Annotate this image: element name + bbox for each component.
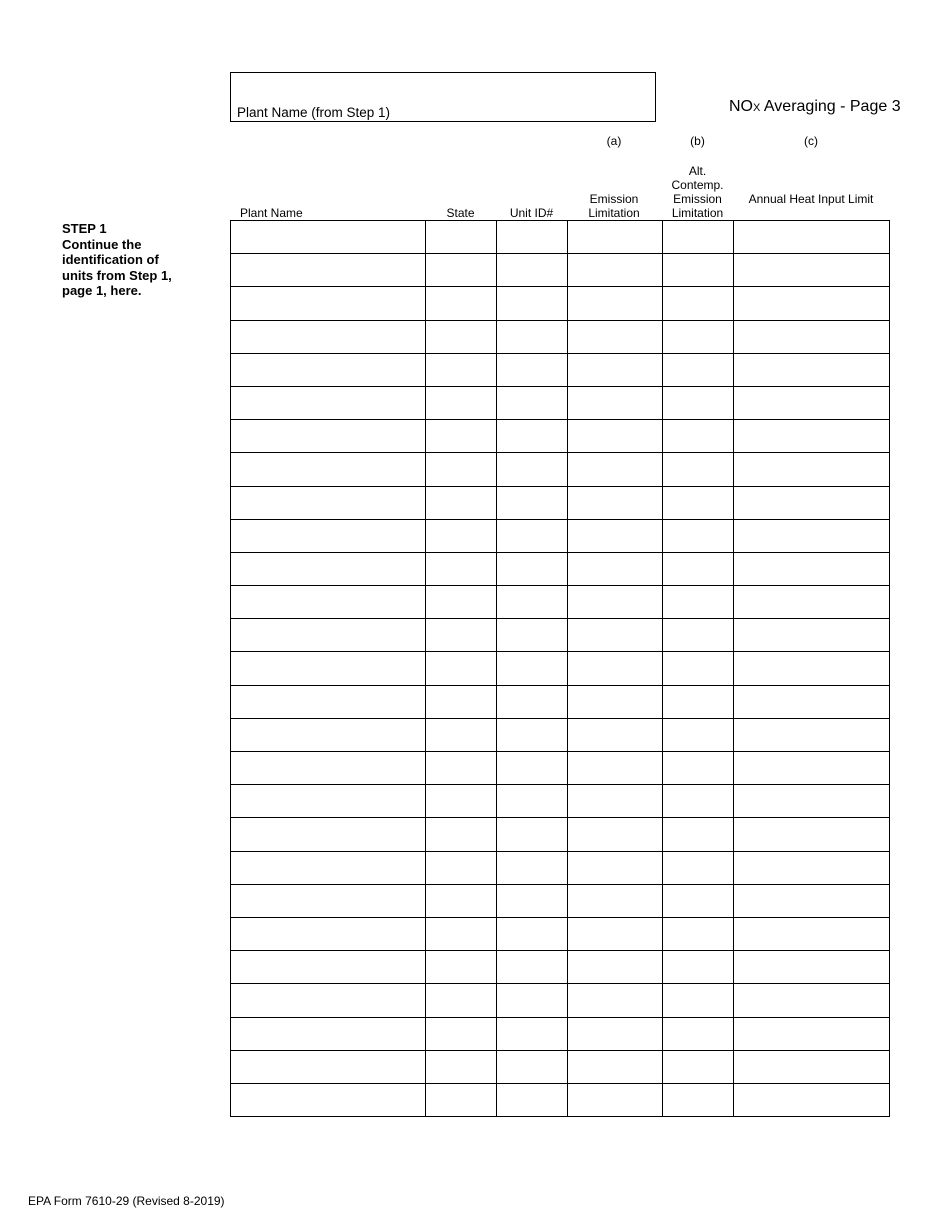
column-letter-c: (c) (804, 134, 818, 148)
emission-limitation-cell[interactable] (568, 453, 663, 486)
emission-limitation-cell[interactable] (568, 917, 663, 950)
emission-limitation-cell[interactable] (568, 353, 663, 386)
annual-heat-input-limit-cell[interactable] (734, 254, 890, 287)
unit-id-cell[interactable] (497, 353, 568, 386)
step-1-instructions: STEP 1 Continue the identification of units from Step 1, page 1, here. (62, 221, 202, 299)
state-cell[interactable] (426, 685, 497, 718)
unit-id-cell[interactable] (497, 386, 568, 419)
annual-heat-input-limit-cell[interactable] (734, 586, 890, 619)
state-cell[interactable] (426, 221, 497, 254)
annual-heat-input-limit-cell[interactable] (734, 685, 890, 718)
alt-contemp-emission-limitation-cell[interactable] (663, 685, 734, 718)
state-cell[interactable] (426, 917, 497, 950)
plant-name-cell[interactable] (231, 851, 426, 884)
table-row (231, 453, 890, 486)
table-row (231, 586, 890, 619)
annual-heat-input-limit-cell[interactable] (734, 951, 890, 984)
state-cell[interactable] (426, 1017, 497, 1050)
unit-id-cell[interactable] (497, 984, 568, 1017)
alt-contemp-emission-limitation-cell[interactable] (663, 619, 734, 652)
column-letter-a: (a) (606, 134, 622, 148)
unit-id-cell[interactable] (497, 221, 568, 254)
plant-name-cell[interactable] (231, 818, 426, 851)
emission-limitation-cell[interactable] (568, 254, 663, 287)
alt-contemp-emission-limitation-cell[interactable] (663, 785, 734, 818)
state-cell[interactable] (426, 453, 497, 486)
unit-id-cell[interactable] (497, 1083, 568, 1116)
table-row (231, 984, 890, 1017)
annual-heat-input-limit-cell[interactable] (734, 486, 890, 519)
annual-heat-input-limit-cell[interactable] (734, 1017, 890, 1050)
column-header-emission-limitation: Emission Limitation (588, 192, 640, 220)
table-row (231, 884, 890, 917)
table-row (231, 420, 890, 453)
table-row (231, 752, 890, 785)
annual-heat-input-limit-cell[interactable] (734, 519, 890, 552)
alt-contemp-emission-limitation-cell[interactable] (663, 884, 734, 917)
plant-name-cell[interactable] (231, 552, 426, 585)
state-cell[interactable] (426, 386, 497, 419)
state-cell[interactable] (426, 652, 497, 685)
table-row (231, 287, 890, 320)
annual-heat-input-limit-cell[interactable] (734, 884, 890, 917)
table-row (231, 851, 890, 884)
annual-heat-input-limit-cell[interactable] (734, 453, 890, 486)
annual-heat-input-limit-cell[interactable] (734, 652, 890, 685)
annual-heat-input-limit-cell[interactable] (734, 785, 890, 818)
plant-name-cell[interactable] (231, 884, 426, 917)
table-row (231, 320, 890, 353)
column-letter-b: (b) (690, 134, 705, 148)
column-header-state: State (446, 206, 475, 220)
state-cell[interactable] (426, 552, 497, 585)
annual-heat-input-limit-cell[interactable] (734, 619, 890, 652)
unit-id-cell[interactable] (497, 1017, 568, 1050)
emission-limitation-cell[interactable] (568, 851, 663, 884)
column-header-plant-name: Plant Name (240, 206, 303, 220)
state-cell[interactable] (426, 851, 497, 884)
unit-id-cell[interactable] (497, 851, 568, 884)
plant-name-cell[interactable] (231, 1083, 426, 1116)
state-cell[interactable] (426, 785, 497, 818)
emission-limitation-cell[interactable] (568, 386, 663, 419)
state-cell[interactable] (426, 951, 497, 984)
table-row (231, 619, 890, 652)
annual-heat-input-limit-cell[interactable] (734, 386, 890, 419)
plant-name-cell[interactable] (231, 453, 426, 486)
plant-name-cell[interactable] (231, 752, 426, 785)
annual-heat-input-limit-cell[interactable] (734, 1050, 890, 1083)
emission-limitation-cell[interactable] (568, 320, 663, 353)
column-header-alt-contemp-emission-limitation: Alt. Contemp. Emission Limitation (671, 164, 724, 220)
table-row (231, 1017, 890, 1050)
plant-name-cell[interactable] (231, 221, 426, 254)
emission-limitation-cell[interactable] (568, 685, 663, 718)
emission-limitation-cell[interactable] (568, 718, 663, 751)
emission-limitation-cell[interactable] (568, 586, 663, 619)
alt-contemp-emission-limitation-cell[interactable] (663, 917, 734, 950)
alt-contemp-emission-limitation-cell[interactable] (663, 320, 734, 353)
emission-limitation-cell[interactable] (568, 519, 663, 552)
alt-contemp-emission-limitation-cell[interactable] (663, 851, 734, 884)
emission-limitation-cell[interactable] (568, 1050, 663, 1083)
table-row (231, 951, 890, 984)
unit-id-cell[interactable] (497, 453, 568, 486)
state-cell[interactable] (426, 486, 497, 519)
table-row (231, 221, 890, 254)
annual-heat-input-limit-cell[interactable] (734, 984, 890, 1017)
annual-heat-input-limit-cell[interactable] (734, 818, 890, 851)
unit-id-cell[interactable] (497, 486, 568, 519)
unit-id-cell[interactable] (497, 519, 568, 552)
unit-id-cell[interactable] (497, 685, 568, 718)
alt-contemp-emission-limitation-cell[interactable] (663, 652, 734, 685)
unit-id-cell[interactable] (497, 254, 568, 287)
annual-heat-input-limit-cell[interactable] (734, 320, 890, 353)
table-row (231, 353, 890, 386)
form-footer: EPA Form 7610-29 (Revised 8-2019) (28, 1194, 225, 1208)
unit-id-cell[interactable] (497, 552, 568, 585)
state-cell[interactable] (426, 519, 497, 552)
emission-limitation-cell[interactable] (568, 420, 663, 453)
units-table (230, 220, 890, 1117)
state-cell[interactable] (426, 353, 497, 386)
alt-contemp-emission-limitation-cell[interactable] (663, 453, 734, 486)
state-cell[interactable] (426, 254, 497, 287)
annual-heat-input-limit-cell[interactable] (734, 287, 890, 320)
table-row (231, 718, 890, 751)
emission-limitation-cell[interactable] (568, 1017, 663, 1050)
page-title: NOX Averaging - Page 3 (729, 98, 901, 115)
plant-name-cell[interactable] (231, 320, 426, 353)
annual-heat-input-limit-cell[interactable] (734, 917, 890, 950)
table-row (231, 785, 890, 818)
alt-contemp-emission-limitation-cell[interactable] (663, 984, 734, 1017)
plant-name-cell[interactable] (231, 619, 426, 652)
emission-limitation-cell[interactable] (568, 486, 663, 519)
plant-name-cell[interactable] (231, 1050, 426, 1083)
table-row (231, 917, 890, 950)
alt-contemp-emission-limitation-cell[interactable] (663, 1017, 734, 1050)
plant-name-cell[interactable] (231, 486, 426, 519)
plant-name-cell[interactable] (231, 1017, 426, 1050)
plant-name-cell[interactable] (231, 519, 426, 552)
plant-name-cell[interactable] (231, 287, 426, 320)
table-row (231, 685, 890, 718)
plant-name-cell[interactable] (231, 652, 426, 685)
alt-contemp-emission-limitation-cell[interactable] (663, 752, 734, 785)
unit-id-cell[interactable] (497, 951, 568, 984)
state-cell[interactable] (426, 1083, 497, 1116)
emission-limitation-cell[interactable] (568, 619, 663, 652)
plant-name-cell[interactable] (231, 586, 426, 619)
alt-contemp-emission-limitation-cell[interactable] (663, 353, 734, 386)
state-cell[interactable] (426, 586, 497, 619)
state-cell[interactable] (426, 420, 497, 453)
unit-id-cell[interactable] (497, 718, 568, 751)
unit-id-cell[interactable] (497, 917, 568, 950)
unit-id-cell[interactable] (497, 320, 568, 353)
alt-contemp-emission-limitation-cell[interactable] (663, 519, 734, 552)
plant-name-cell[interactable] (231, 917, 426, 950)
annual-heat-input-limit-cell[interactable] (734, 552, 890, 585)
alt-contemp-emission-limitation-cell[interactable] (663, 1083, 734, 1116)
annual-heat-input-limit-cell[interactable] (734, 420, 890, 453)
state-cell[interactable] (426, 818, 497, 851)
emission-limitation-cell[interactable] (568, 984, 663, 1017)
alt-contemp-emission-limitation-cell[interactable] (663, 1050, 734, 1083)
state-cell[interactable] (426, 320, 497, 353)
alt-contemp-emission-limitation-cell[interactable] (663, 552, 734, 585)
plant-name-cell[interactable] (231, 785, 426, 818)
emission-limitation-cell[interactable] (568, 951, 663, 984)
plant-name-cell[interactable] (231, 951, 426, 984)
annual-heat-input-limit-cell[interactable] (734, 221, 890, 254)
alt-contemp-emission-limitation-cell[interactable] (663, 221, 734, 254)
column-header-unit-id: Unit ID# (509, 206, 554, 220)
unit-id-cell[interactable] (497, 785, 568, 818)
unit-id-cell[interactable] (497, 818, 568, 851)
alt-contemp-emission-limitation-cell[interactable] (663, 486, 734, 519)
step-title: STEP 1 (62, 221, 107, 236)
unit-id-cell[interactable] (497, 619, 568, 652)
unit-id-cell[interactable] (497, 586, 568, 619)
state-cell[interactable] (426, 984, 497, 1017)
alt-contemp-emission-limitation-cell[interactable] (663, 420, 734, 453)
state-cell[interactable] (426, 287, 497, 320)
table-row (231, 486, 890, 519)
unit-id-cell[interactable] (497, 884, 568, 917)
table-row (231, 818, 890, 851)
state-cell[interactable] (426, 752, 497, 785)
alt-contemp-emission-limitation-cell[interactable] (663, 718, 734, 751)
plant-name-cell[interactable] (231, 254, 426, 287)
state-cell[interactable] (426, 718, 497, 751)
plant-name-label: Plant Name (from Step 1) (237, 105, 391, 120)
plant-name-cell[interactable] (231, 353, 426, 386)
emission-limitation-cell[interactable] (568, 884, 663, 917)
annual-heat-input-limit-cell[interactable] (734, 353, 890, 386)
plant-name-field[interactable] (230, 72, 656, 122)
emission-limitation-cell[interactable] (568, 552, 663, 585)
alt-contemp-emission-limitation-cell[interactable] (663, 254, 734, 287)
annual-heat-input-limit-cell[interactable] (734, 718, 890, 751)
emission-limitation-cell[interactable] (568, 287, 663, 320)
emission-limitation-cell[interactable] (568, 785, 663, 818)
alt-contemp-emission-limitation-cell[interactable] (663, 287, 734, 320)
table-row (231, 254, 890, 287)
unit-id-cell[interactable] (497, 1050, 568, 1083)
emission-limitation-cell[interactable] (568, 1083, 663, 1116)
plant-name-cell[interactable] (231, 685, 426, 718)
plant-name-cell[interactable] (231, 984, 426, 1017)
plant-name-cell[interactable] (231, 718, 426, 751)
emission-limitation-cell[interactable] (568, 652, 663, 685)
state-cell[interactable] (426, 619, 497, 652)
alt-contemp-emission-limitation-cell[interactable] (663, 586, 734, 619)
alt-contemp-emission-limitation-cell[interactable] (663, 386, 734, 419)
plant-name-cell[interactable] (231, 420, 426, 453)
table-row (231, 1050, 890, 1083)
table-row (231, 552, 890, 585)
alt-contemp-emission-limitation-cell[interactable] (663, 818, 734, 851)
unit-id-cell[interactable] (497, 420, 568, 453)
column-header-annual-heat-input-limit: Annual Heat Input Limit (748, 192, 874, 206)
emission-limitation-cell[interactable] (568, 752, 663, 785)
state-cell[interactable] (426, 1050, 497, 1083)
annual-heat-input-limit-cell[interactable] (734, 1083, 890, 1116)
annual-heat-input-limit-cell[interactable] (734, 752, 890, 785)
unit-id-cell[interactable] (497, 752, 568, 785)
table-row (231, 386, 890, 419)
table-row (231, 1083, 890, 1116)
emission-limitation-cell[interactable] (568, 818, 663, 851)
alt-contemp-emission-limitation-cell[interactable] (663, 951, 734, 984)
emission-limitation-cell[interactable] (568, 221, 663, 254)
unit-id-cell[interactable] (497, 652, 568, 685)
unit-id-cell[interactable] (497, 287, 568, 320)
table-row (231, 652, 890, 685)
state-cell[interactable] (426, 884, 497, 917)
table-row (231, 519, 890, 552)
annual-heat-input-limit-cell[interactable] (734, 851, 890, 884)
plant-name-cell[interactable] (231, 386, 426, 419)
